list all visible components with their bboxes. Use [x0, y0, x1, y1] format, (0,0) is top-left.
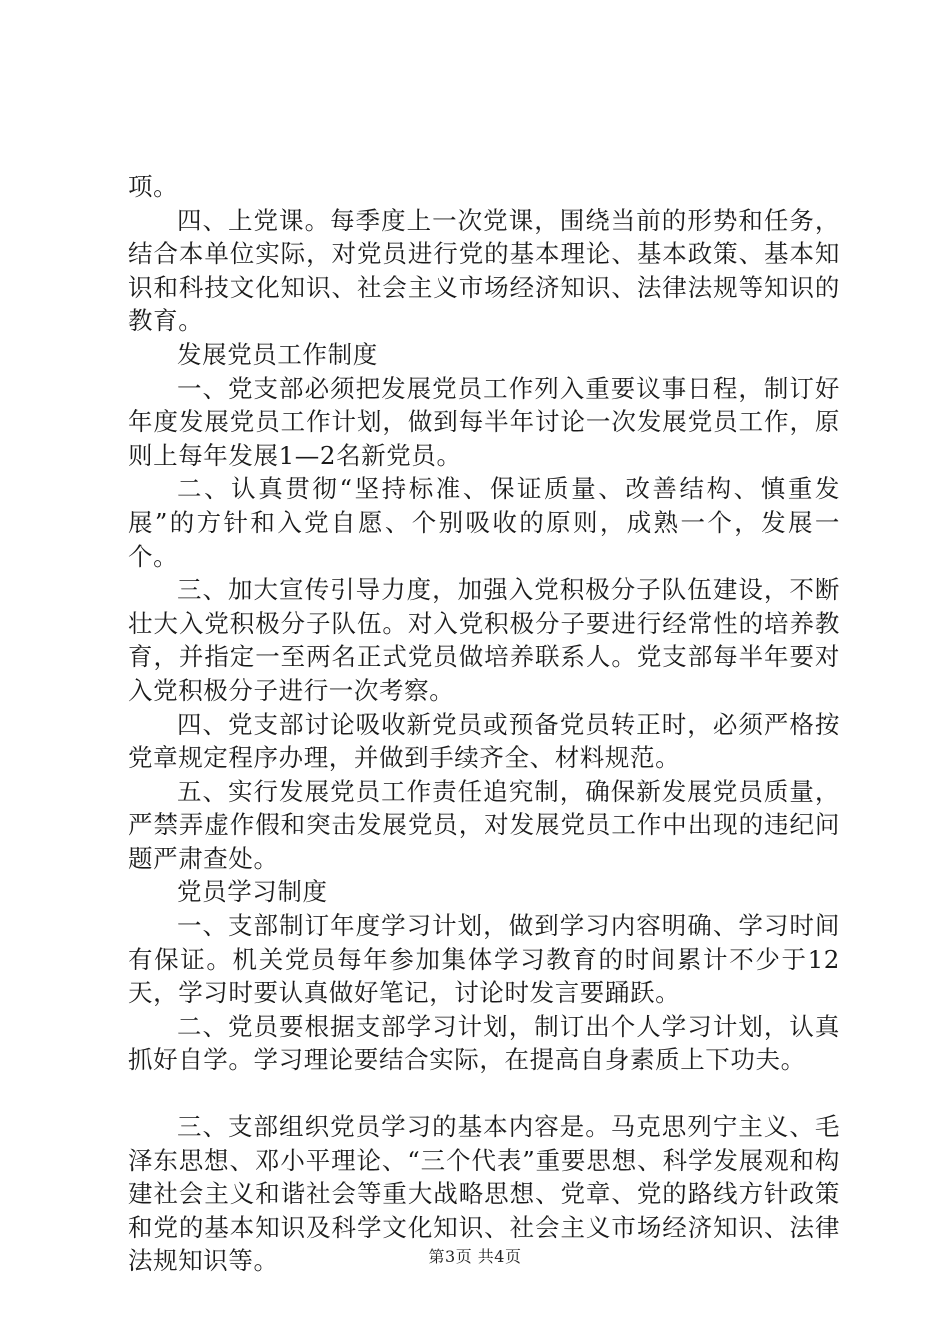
paragraph-development-1: 一、党支部必须把发展党员工作列入重要议事日程，制订好年度发展党员工作计划，做到每半年讨论一次发展党员工作，原则上每年发展1—2名新党员。	[128, 373, 840, 470]
document-body	[128, 170, 840, 1278]
paragraph-study-2: 二、党员要根据支部学习计划，制订出个人学习计划，认真抓好自学。学习理论要结合实际，在提高自身素质上下功夫。	[128, 1011, 840, 1075]
section-heading-party-development: 发展党员工作制度	[177, 339, 378, 369]
paragraph-development-5: 五、实行发展党员工作责任追究制，确保新发展党员质量，严禁弄虚作假和突击发展党员，对发展党员工作中出现的违纪问题严肃查处。	[128, 776, 840, 873]
paragraph-development-3: 三、加大宣传引导力度，加强入党积极分子队伍建设，不断壮大入党积极分子队伍。对入党积极分子要进行经常性的培养教育，并指定一至两名正式党员做培养联系人。党支部每半年要对入党积极分子进行一次考察。	[128, 575, 840, 705]
paragraph-development-2: 二、认真贯彻“坚持标准、保证质量、改善结构、慎重发展”的方针和入党自愿、个别吸收的原则，成熟一个，发展一个。	[128, 474, 840, 571]
page-footer: 第3页 共4页	[428, 1247, 522, 1266]
paragraph-development-4: 四、党支部讨论吸收新党员或预备党员转正时，必须严格按党章规定程序办理，并做到手续齐全、材料规范。	[128, 709, 840, 773]
section-heading-member-study: 党员学习制度	[177, 877, 328, 907]
paragraph-study-1: 一、支部制订年度学习计划，做到学习内容明确、学习时间有保证。机关党员每年参加集体学习教育的时间累计不少于12天，学习时要认真做好笔记，讨论时发言要踊跃。	[128, 911, 840, 1008]
paragraph-study-3: 三、支部组织党员学习的基本内容是。马克思列宁主义、毛泽东思想、邓小平理论、“三个代表”重要思想、科学发展观和构建社会主义和谐社会等重大战略思想、党章、党的路线方针政策和党的基本知识及科学文化知识、社会主义市场经济知识、法律法规知识等。	[128, 1112, 840, 1276]
paragraph-continuation: 项。	[128, 172, 179, 201]
paragraph-party-lecture: 四、上党课。每季度上一次党课，围绕当前的形势和任务，结合本单位实际，对党员进行党的基本理论、基本政策、基本知识和科技文化知识、社会主义市场经济知识、法律法规等知识的教育。	[128, 205, 840, 336]
